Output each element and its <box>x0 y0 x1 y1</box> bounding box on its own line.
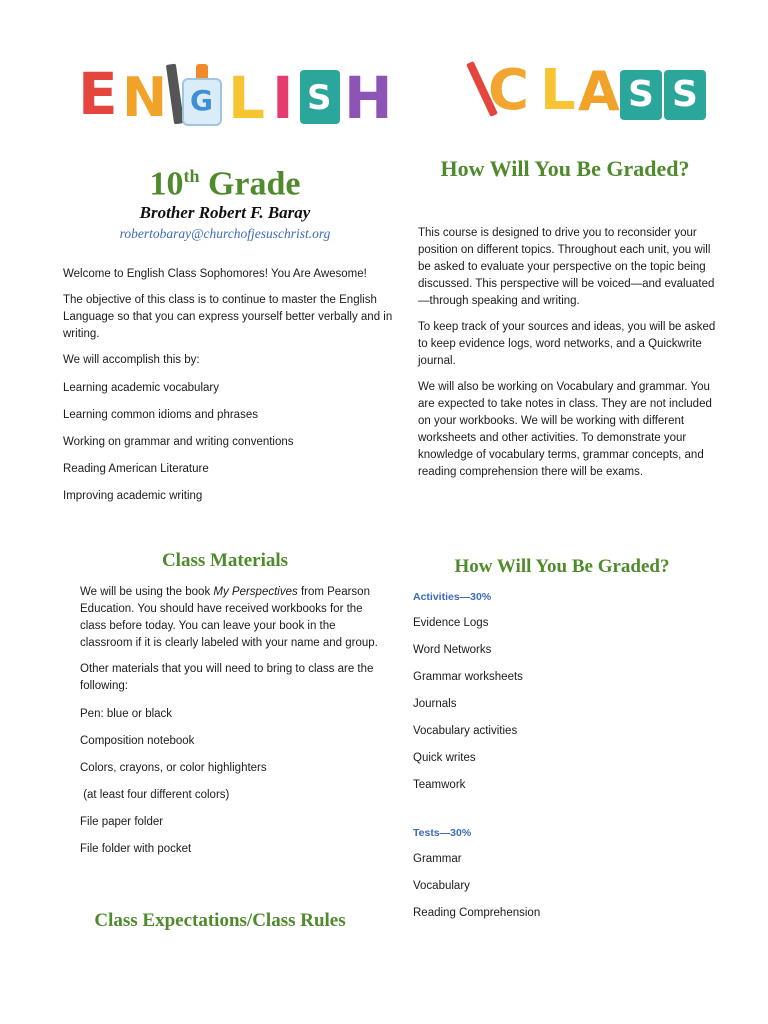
book-title: My Perspectives <box>213 586 298 598</box>
activities-label: Activities—30% <box>413 591 492 603</box>
logo-letter-g: G <box>190 84 213 117</box>
activity-item: Vocabulary activities <box>413 725 518 737</box>
activity-item: Word Networks <box>413 644 492 656</box>
grade-word: Grade <box>207 165 301 203</box>
english-logo <box>78 58 393 132</box>
material-item: Composition notebook <box>80 735 195 747</box>
list-item: Learning academic vocabulary <box>63 382 219 394</box>
book-icon <box>300 70 340 124</box>
logo-letter-s: S <box>307 78 332 118</box>
tests-label: Tests—30% <box>413 827 472 839</box>
logo-letter-e: E <box>78 60 118 128</box>
grading-overview <box>418 225 718 490</box>
teacher-email[interactable]: robertobaray@churchofjesuschrist.org <box>119 226 331 241</box>
glue-bottle-icon <box>182 64 222 126</box>
grading-paragraph: We will also be working on Vocabulary and grammar. You are expected to take notes in class. They are not included on your workbooks. We will be working with different worksheets and other activities. To demonstrate your knowledge of vocabulary terms, grammar concepts, and reading comprehension there will be exams. <box>418 381 712 478</box>
list-item: Reading American Literature <box>63 463 209 475</box>
logo-letter-c: C <box>488 58 530 123</box>
list-item: Working on grammar and writing conventions <box>63 436 294 448</box>
expectations-heading: Class Expectations/Class Rules <box>94 910 346 931</box>
test-item: Grammar <box>413 853 462 865</box>
test-item: Reading Comprehension <box>413 907 541 919</box>
book-icon <box>620 70 662 120</box>
logo-letter-s: S <box>628 74 654 115</box>
activity-item: Teamwork <box>413 779 466 791</box>
graded-heading-top: How Will You Be Graded? <box>440 156 690 181</box>
materials-heading: Class Materials <box>161 550 289 571</box>
material-item: Pen: blue or black <box>80 708 173 720</box>
grading-paragraph: This course is designed to drive you to reconsider your position on different topics. Throughout each unit, you will be asked to evaluate your perspective on the topic being discussed. This perspective will be voiced—and evaluated—through speaking and writing. <box>418 227 715 307</box>
activity-item: Grammar worksheets <box>413 671 523 683</box>
teacher-name: Brother Robert F. Baray <box>139 203 311 222</box>
grading-paragraph: To keep track of your sources and ideas, you will be asked to keep evidence logs, word networks, and a Quickwrite journal. <box>418 321 716 367</box>
material-item: (at least four different colors) <box>80 789 230 801</box>
activity-item: Journals <box>413 698 457 710</box>
grade-heading <box>62 156 388 204</box>
test-item: Vocabulary <box>413 880 470 892</box>
material-item: File paper folder <box>80 816 164 828</box>
material-item: Colors, crayons, or color highlighters <box>80 762 267 774</box>
materials-section <box>80 584 380 857</box>
list-item: Improving academic writing <box>63 490 203 502</box>
objective-text: The objective of this class is to continue to master the English Language so that you can express yourself better verbally and in writing. <box>63 294 393 340</box>
grading-breakdown <box>413 591 693 921</box>
class-logo <box>474 56 710 122</box>
logo-letter-n: N <box>122 66 168 129</box>
logo-letter-h: H <box>344 64 393 132</box>
material-item: File folder with pocket <box>80 843 192 855</box>
book-icon <box>664 70 706 120</box>
intro-section <box>63 266 393 504</box>
accomplish-text: We will accomplish this by: <box>63 354 200 366</box>
materials-intro <box>80 584 380 652</box>
logo-letter-l: L <box>540 58 576 123</box>
logo-letter-i: I <box>272 64 294 132</box>
logo-letter-l: L <box>228 64 265 132</box>
welcome-text: Welcome to English Class Sophomores! You Are Awesome! <box>63 268 367 280</box>
materials-intro-post: from Pearson Education. You should have received workbooks for the class before today. You can leave your book in the classroom if it is clearly labeled with your name and group. <box>80 586 378 649</box>
graded-heading-bottom: How Will You Be Graded? <box>454 556 670 577</box>
list-item: Learning common idioms and phrases <box>63 409 258 421</box>
activity-item: Evidence Logs <box>413 617 489 629</box>
logo-letter-a: A <box>578 60 620 123</box>
materials-intro-pre: We will be using the book <box>80 586 214 598</box>
materials-other: Other materials that you will need to bring to class are the following: <box>80 663 374 692</box>
grade-suffix: th <box>183 166 200 186</box>
logo-letter-s: S <box>672 74 698 115</box>
grade-number: 10 <box>149 165 184 203</box>
activity-item: Quick writes <box>413 752 476 764</box>
